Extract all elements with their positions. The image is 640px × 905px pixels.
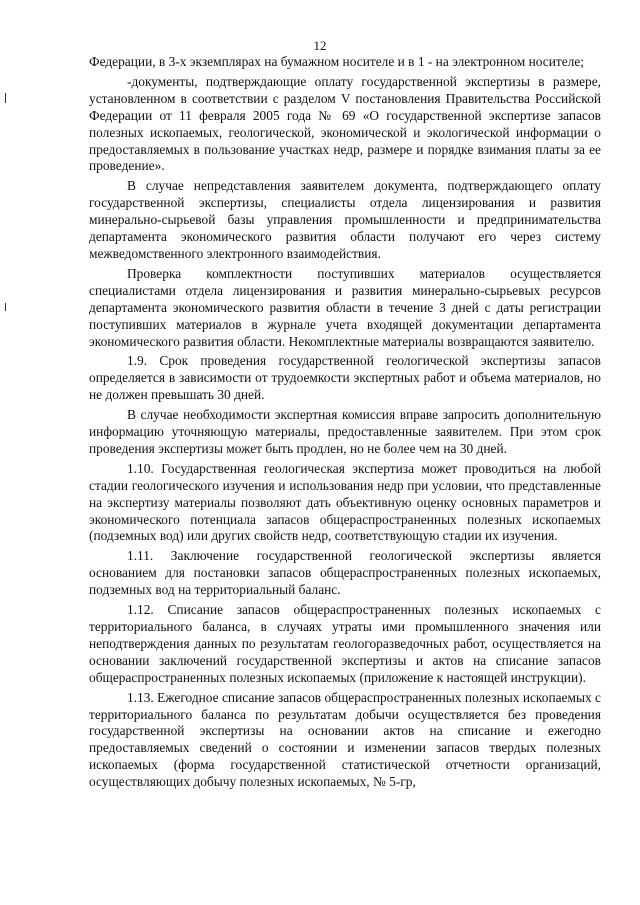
paragraph: 1.9. Срок проведения государственной геологической экспертизы запасов определяется в зависимости от трудоемкости экспертных работ и объема материалов, но не должен превышать 30 дней.	[89, 353, 601, 403]
paragraph: 1.13. Ежегодное списание запасов общераспространенных полезных ископаемых с территориального баланса по результатам добычи осуществляется без проведения государственной экспертизы на основании актов на списание и ежегодно предоставляемых сведений о состоянии и изменении запасов твердых полезных ископаемых (форма государственной статистической отчетности организаций, осуществляющих добычу полезных ископаемых, № 5-гр,	[89, 689, 601, 790]
document-body	[89, 54, 601, 791]
paragraph: 1.10. Государственная геологическая экспертиза может проводиться на любой стадии геологического изучения и использования недр при условии, что представленные на экспертизу материалы позволяют дать объективную оценку основных параметров и экономического потенциала запасов общераспространенных полезных ископаемых (подземных вод) или других свойств недр, соответствующую стадии их изучения.	[89, 460, 601, 544]
paragraph: 1.11. Заключение государственной геологической экспертизы является основанием для постановки запасов общераспространенных полезных ископаемых, подземных вод на территориальный баланс.	[89, 548, 601, 598]
page-number: 12	[313, 38, 327, 53]
paragraph: -документы, подтверждающие оплату государственной экспертизы в размере, установленном в соответствии с разделом V постановления Правительства Российской Федерации от 11 февраля 2005 года № 69 «О государственной экспертизе запасов полезных ископаемых, геологической, экономической и экологической информации о предоставляемых в пользование участках недр, размере и порядке взимания платы за ее проведение».	[89, 73, 601, 174]
paragraph: Проверка комплектности поступивших материалов осуществляется специалистами отдела лицензирования и развития минерально-сырьевых ресурсов департамента экономического развития области в течение 3 дней с даты регистрации поступивших материалов в журнале учета входящей документации департамента экономического развития области. Некомплектные материалы возвращаются заявителю.	[89, 265, 601, 349]
scan-edge-mark	[5, 303, 6, 311]
paragraph: Федерации, в 3-х экземплярах на бумажном носителе и в 1 - на электронном носителе;	[89, 54, 585, 69]
paragraph: В случае непредставления заявителем документа, подтверждающего оплату государственной экспертизы, специалисты отдела лицензирования и развития минерально-сырьевой базы управления промышленности и предпринимательства департамента экономического развития области получают его через систему межведомственного электронного взаимодействия.	[89, 178, 601, 261]
scan-edge-mark	[5, 93, 6, 103]
paragraph: 1.12. Списание запасов общераспространенных полезных ископаемых с территориального баланса, в случаях утраты ими промышленного значения или неподтверждения данных по результатам геологоразведочных работ, осуществляется на основании заключений государственной экспертизы и актов на списание запасов общераспространенных полезных ископаемых (приложение к настоящей инструкции).	[89, 602, 601, 685]
paragraph: В случае необходимости экспертная комиссия вправе запросить дополнительную информацию уточняющую материалы, предоставленные заявителем. При этом срок проведения экспертизы может быть продлен, но не более чем на 30 дней.	[89, 407, 601, 456]
